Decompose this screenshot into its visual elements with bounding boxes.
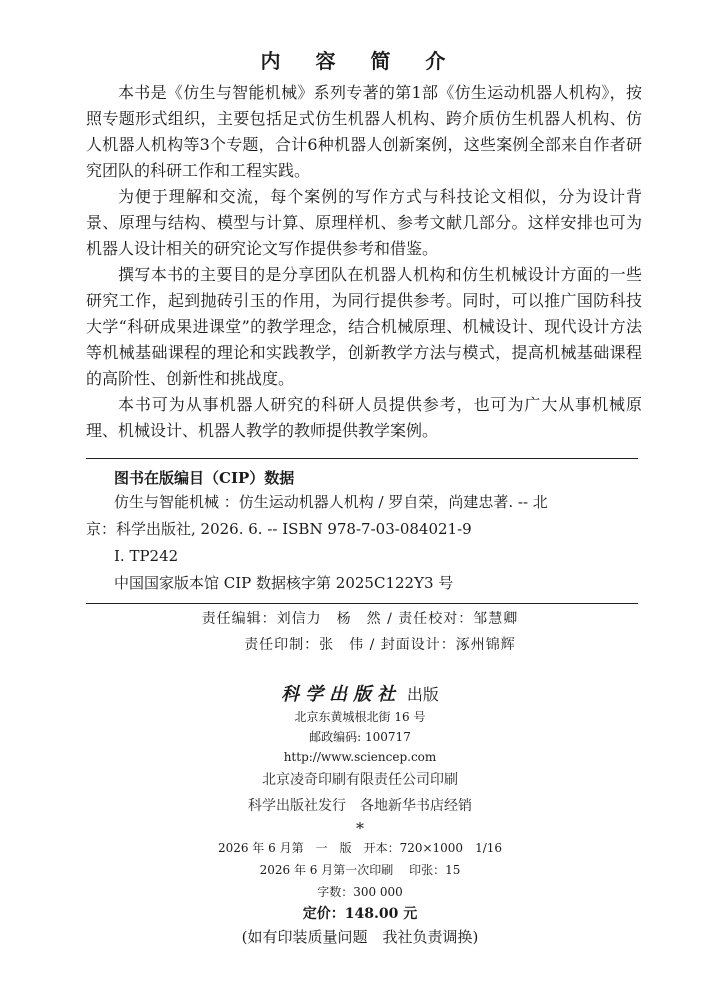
publisher-line xyxy=(0,683,720,707)
staff-credits xyxy=(0,606,720,658)
summary-section xyxy=(86,80,642,444)
summary-paragraph: 撰写本书的主要目的是分享团队在机器人机构和仿生机械设计方面的一些研究工作，起到抛砖引玉的作用，为同行提供参考。同时，可以推广国防科技大学“科研成果进课堂”的教学理念，结合机械原理、机械设计、现代设计方法等机械基础课程的理论和实践教学，创新教学方法与模式，提高机械基础课程的高阶性、创新性和挑战度。 xyxy=(86,265,642,388)
separator-star: * xyxy=(356,819,364,838)
quality-notice: (如有印装质量问题 我社负责调换) xyxy=(241,928,479,946)
publisher-suffix: 出版 xyxy=(406,685,439,704)
edition-line: 2026 年 6 月第 一 版 开本：720×1000 1/16 xyxy=(217,841,503,855)
cip-heading: 图书在版编目（CIP）数据 xyxy=(114,469,295,487)
summary-paragraph: 本书是《仿生与智能机械》系列专著的第1部《仿生运动机器人机构》，按照专题形式组织，主要包括足式仿生机器人机构、跨介质仿生机器人机构、仿人机器人机构等3个专题，合计6种机器人创新案例，这些案例全部来自作者研究团队的科研工作和工程实践。 xyxy=(86,83,642,180)
page-title: 内 容 简 介 xyxy=(260,49,460,73)
word-count: 字数：300 000 xyxy=(317,885,403,899)
publisher-logo: 科学出版社 xyxy=(281,684,402,705)
edition-line: 2026 年 6 月第一次印刷 印张：15 xyxy=(259,863,461,877)
summary-paragraph: 本书可为从事机器人研究的科研人员提供参考，也可为广大从事机械原理、机械设计、机器人教学的教师提供教学案例。 xyxy=(86,395,642,440)
distribution-info: 科学出版社发行 各地新华书店经销 xyxy=(248,798,472,814)
cip-number: 中国国家版本馆 CIP 数据核字第 2025C122Y3 号 xyxy=(114,574,454,592)
cip-record-line: 仿生与智能机械 ：仿生运动机器人机构 / 罗自荣，尚建忠著. -- 北 xyxy=(114,493,548,511)
publisher-block xyxy=(0,683,720,949)
staff-line: 责任编辑：刘信力 杨 然 / 责任校对：邹慧卿 xyxy=(201,611,519,627)
printer-info: 北京凌奇印刷有限责任公司印刷 xyxy=(262,772,458,788)
cip-block xyxy=(86,458,638,604)
cip-record-line: 京：科学出版社, 2026. 6. -- ISBN 978-7-03-084021-9 xyxy=(86,520,472,538)
price: 定价：148.00 元 xyxy=(302,906,418,922)
publisher-url: http://www.sciencep.com xyxy=(283,750,437,764)
cip-classification: Ⅰ. TP242 xyxy=(114,547,179,565)
publisher-address: 北京东黄城根北街 16 号 xyxy=(294,710,426,724)
staff-line: 责任印制：张 伟 / 封面设计：涿州锦辉 xyxy=(244,637,516,653)
publisher-postcode: 邮政编码: 100717 xyxy=(309,730,411,744)
summary-paragraph: 为便于理解和交流，每个案例的写作方式与科技论文相似，分为设计背景、原理与结构、模型与计算、原理样机、参考文献几部分。这样安排也可为机器人设计相关的研究论文写作提供参考和借鉴。 xyxy=(86,187,642,258)
